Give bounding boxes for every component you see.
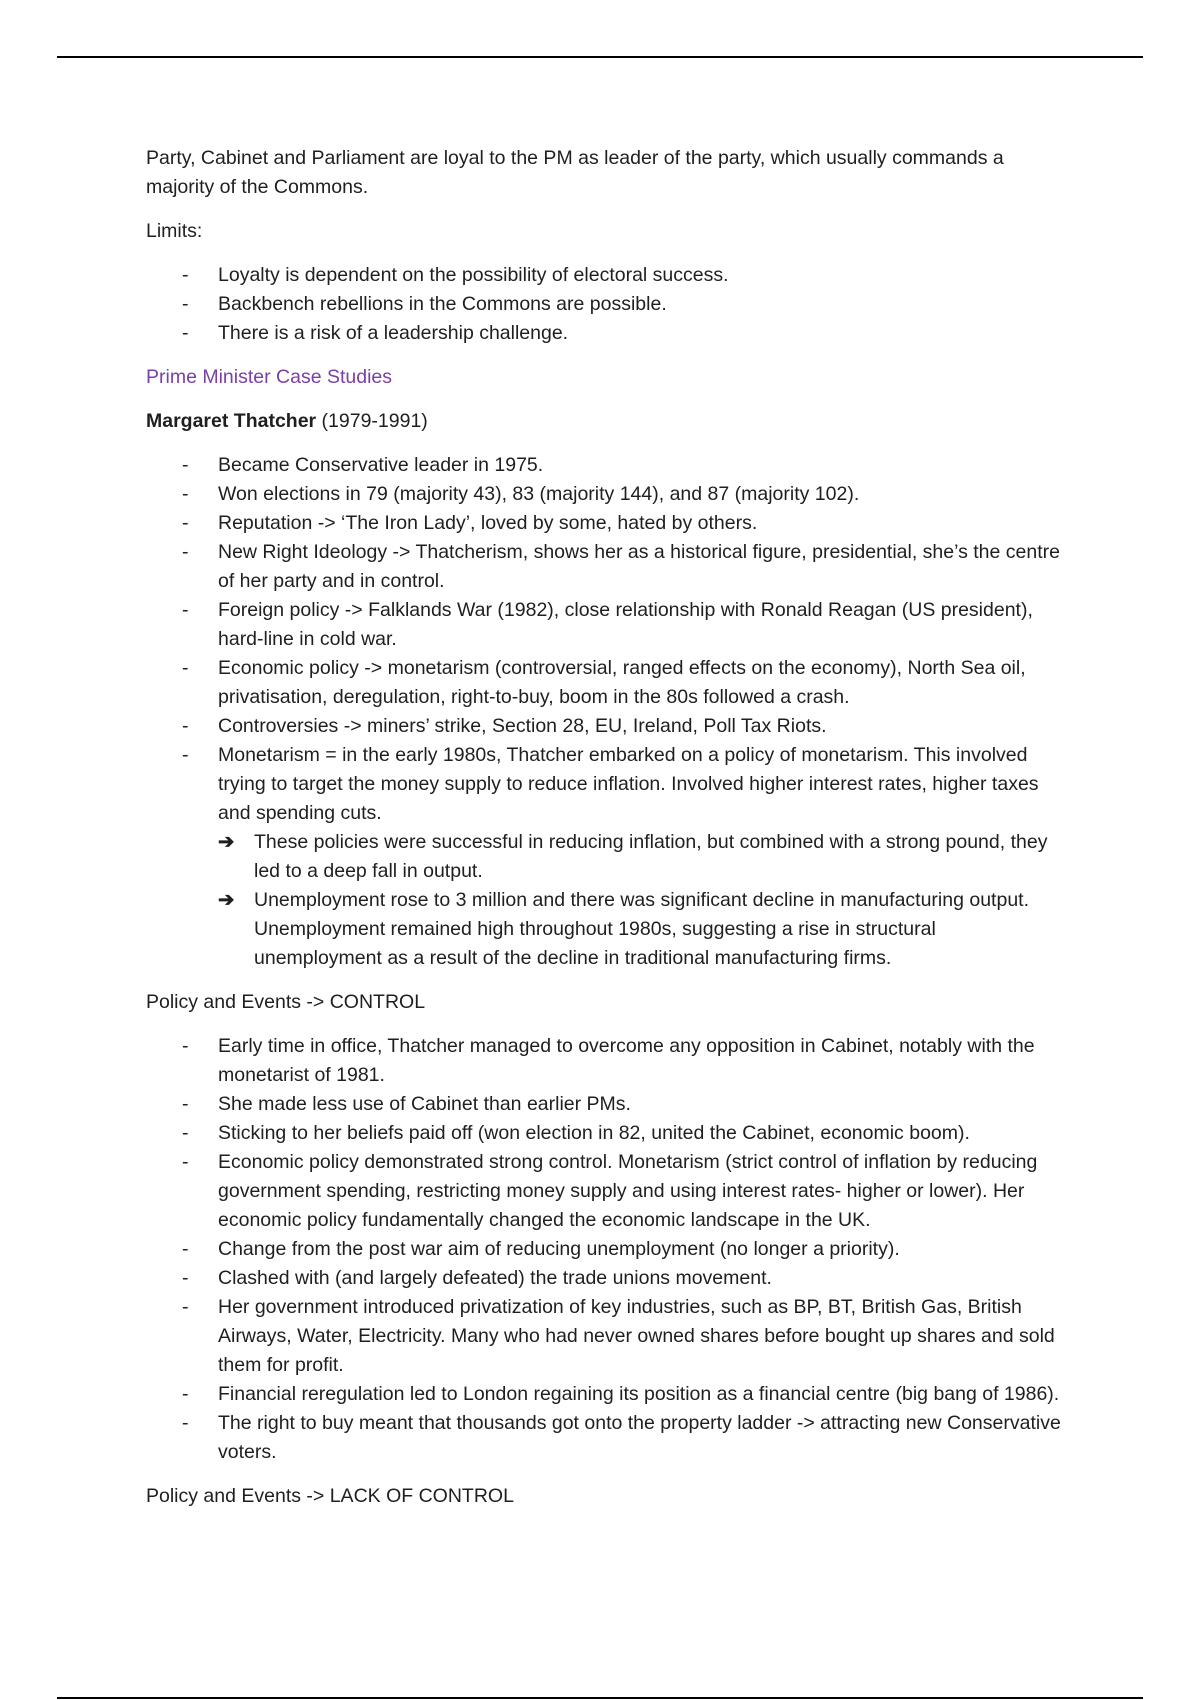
dash-bullet: - — [182, 657, 189, 679]
footer-rule — [57, 1697, 1143, 1699]
sub-list-item: ➔ Unemployment rose to 3 million and there was significant decline in manufacturing output. Unemployment remained high throughout 1980s, suggesting a rise in structural unemployment as a result of the decline in traditional manufacturing firms. — [218, 886, 1066, 973]
dash-bullet: - — [182, 599, 189, 621]
limits-list — [146, 261, 1066, 348]
list-item: - Sticking to her beliefs paid off (won election in 82, united the Cabinet, economic boom). — [146, 1119, 1066, 1148]
list-item: - Financial reregulation led to London regaining its position as a financial centre (big bang of 1986). — [146, 1380, 1066, 1409]
control-list — [146, 1032, 1066, 1467]
document-body — [146, 144, 1066, 1526]
list-item: - Her government introduced privatization of key industries, such as BP, BT, British Gas, British Airways, Water, Electricity. Many who had never owned shares before bought up shares and sold them for profit. — [146, 1293, 1066, 1380]
dash-bullet: - — [182, 512, 189, 534]
list-item: - She made less use of Cabinet than earlier PMs. — [146, 1090, 1066, 1119]
list-item: - Clashed with (and largely defeated) the trade unions movement. — [146, 1264, 1066, 1293]
dash-bullet: - — [182, 483, 189, 505]
dash-bullet: - — [182, 1122, 189, 1144]
pm-name: Margaret Thatcher — [146, 410, 317, 432]
dash-bullet: - — [182, 1383, 189, 1405]
dash-bullet: - — [182, 1151, 189, 1173]
list-item: - Became Conservative leader in 1975. — [146, 451, 1066, 480]
list-item: - Change from the post war aim of reducing unemployment (no longer a priority). — [146, 1235, 1066, 1264]
dash-bullet: - — [182, 322, 189, 344]
intro-paragraph: Party, Cabinet and Parliament are loyal to the PM as leader of the party, which usually commands a majority of the Commons. — [146, 147, 1004, 198]
list-item: - Controversies -> miners’ strike, Section 28, EU, Ireland, Poll Tax Riots. — [146, 712, 1066, 741]
dash-bullet: - — [182, 454, 189, 476]
dash-bullet: - — [182, 1035, 189, 1057]
control-heading: Policy and Events -> CONTROL — [146, 991, 426, 1013]
dash-bullet: - — [182, 264, 189, 286]
list-item: - Loyalty is dependent on the possibility of electoral success. — [146, 261, 1066, 290]
limits-label: Limits: — [146, 220, 203, 242]
dash-bullet: - — [182, 1267, 189, 1289]
monetarism-sublist — [218, 828, 1066, 973]
list-item: - Economic policy -> monetarism (controversial, ranged effects on the economy), North Sea oil, privatisation, deregulation, right-to-buy, boom in the 80s followed a crash. — [146, 654, 1066, 712]
list-item: - Monetarism = in the early 1980s, Thatcher embarked on a policy of monetarism. This involved trying to target the money supply to reduce inflation. Involved higher interest rates, higher taxes and spending cuts. ➔ These policies were successful in reducing inflation, but combined with a strong pound, they led to a deep fall in output. ➔ Unemployment rose to 3 million and there was significant decline in manufacturing output. Unemployment remained high throughout 1980s, suggesting a rise in structural unemployment as a result of the decline in traditional manufacturing firms. — [146, 741, 1066, 973]
arrow-right-icon: ➔ — [218, 889, 235, 911]
section-heading: Prime Minister Case Studies — [146, 366, 392, 388]
list-item: - Foreign policy -> Falklands War (1982), close relationship with Ronald Reagan (US president), hard-line in cold war. — [146, 596, 1066, 654]
list-item: - The right to buy meant that thousands got onto the property ladder -> attracting new Conservative voters. — [146, 1409, 1066, 1467]
thatcher-list — [146, 451, 1066, 973]
list-item: - There is a risk of a leadership challenge. — [146, 319, 1066, 348]
list-item: - Economic policy demonstrated strong control. Monetarism (strict control of inflation by reducing government spending, restricting money supply and using interest rates- higher or lower). Her economic policy fundamentally changed the economic landscape in the UK. — [146, 1148, 1066, 1235]
pm-years: (1979-1991) — [316, 410, 428, 432]
list-item: - Backbench rebellions in the Commons are possible. — [146, 290, 1066, 319]
list-item: - Early time in office, Thatcher managed to overcome any opposition in Cabinet, notably with the monetarist of 1981. — [146, 1032, 1066, 1090]
dash-bullet: - — [182, 1412, 189, 1434]
lack-of-control-heading: Policy and Events -> LACK OF CONTROL — [146, 1485, 514, 1507]
arrow-right-icon: ➔ — [218, 831, 235, 853]
dash-bullet: - — [182, 1296, 189, 1318]
dash-bullet: - — [182, 1238, 189, 1260]
dash-bullet: - — [182, 293, 189, 315]
list-item: - Reputation -> ‘The Iron Lady’, loved by some, hated by others. — [146, 509, 1066, 538]
dash-bullet: - — [182, 715, 189, 737]
dash-bullet: - — [182, 1093, 189, 1115]
list-item: - Won elections in 79 (majority 43), 83 (majority 144), and 87 (majority 102). — [146, 480, 1066, 509]
header-rule — [57, 56, 1143, 58]
dash-bullet: - — [182, 744, 189, 766]
list-item: - New Right Ideology -> Thatcherism, shows her as a historical figure, presidential, she’s the centre of her party and in control. — [146, 538, 1066, 596]
pm-title — [146, 407, 1066, 436]
dash-bullet: - — [182, 541, 189, 563]
sub-list-item: ➔ These policies were successful in reducing inflation, but combined with a strong pound, they led to a deep fall in output. — [218, 828, 1066, 886]
